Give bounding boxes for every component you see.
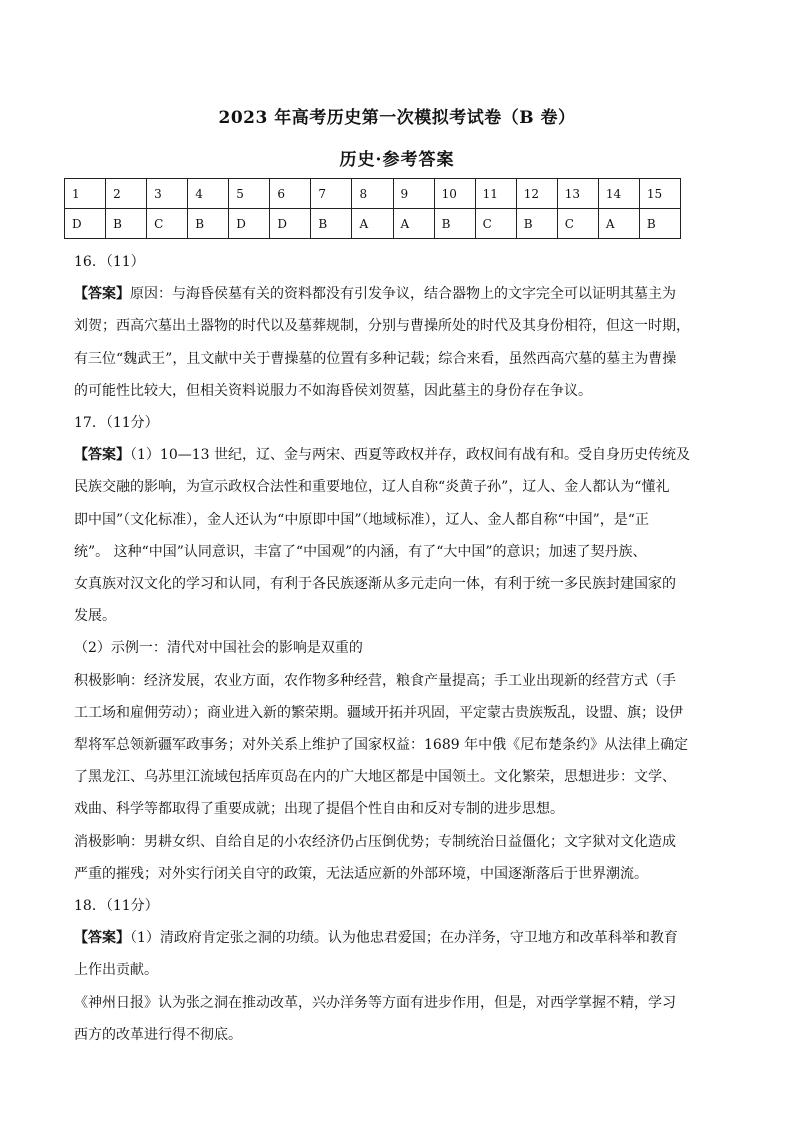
question-16-heading: 16．（11）: [74, 254, 145, 270]
question-number-cell: 6: [270, 179, 311, 209]
question-17-heading: 17．（11分）: [74, 415, 159, 432]
answer-label: 【答案】: [74, 286, 130, 303]
question-17-part2-line: 戏曲、科学等都取得了重要成就；出现了提倡个性自由和反对专制的进步思想。: [74, 801, 564, 818]
answer-cell: C: [147, 209, 188, 239]
question-number-cell: 14: [598, 179, 639, 209]
question-number-cell: 2: [106, 179, 147, 209]
question-18-answer-line: 《神州日报》认为张之洞在推动改革，兴办洋务等方面有进步作用，但是，对西学掌握不精，学习: [74, 994, 676, 1011]
question-17-answer-line: 女真族对汉文化的学习和认同，有利于各民族逐渐从多元走向一体，有利于统一多民族封建国家的: [74, 576, 676, 593]
answer-text: （1）清政府肯定张之洞的功绩。认为他忠君爱国；在办洋务，守卫地方和改革科举和教育: [130, 930, 678, 947]
question-number-cell: 11: [475, 179, 516, 209]
question-17-part2-line: 了黑龙江、乌苏里江流域包括库页岛在内的广大地区都是中国领土。文化繁荣，思想进步：文学、: [74, 769, 676, 786]
document-subtitle: 历史·参考答案: [339, 150, 455, 170]
answer-cell: A: [393, 209, 434, 239]
question-16-answer-line: 刘贺；西高穴墓出土器物的时代以及墓葬规制，分别与曹操所处的时代及其身份相符，但这一时期，: [74, 318, 690, 335]
answer-table-number-row: [65, 179, 681, 209]
question-18-answer-line: 西方的改革进行得不彻底。: [74, 1026, 242, 1043]
question-17-answer-line: 即中国”（文化标准），金人还认为“中原即中国”（地域标准），辽人、金人都自称“中国”，是“正: [74, 511, 649, 528]
question-number-cell: 12: [516, 179, 557, 209]
question-18-answer-line: [74, 922, 710, 954]
question-number-cell: 9: [393, 179, 434, 209]
answer-cell: B: [106, 209, 147, 239]
answer-cell: B: [516, 209, 557, 239]
question-17-part2-line: 犁将军总领新疆军政事务；对外关系上维护了国家权益：1689 年中俄《尼布楚条约》从法律上确定: [74, 737, 689, 754]
question-17-answer-line: 发展。: [74, 608, 116, 625]
question-17-part2-line: （2）示例一：清代对中国社会的影响是双重的: [74, 640, 363, 657]
answer-cell: A: [352, 209, 393, 239]
answer-cell: B: [311, 209, 352, 239]
answer-table: [64, 178, 681, 239]
answer-text: （1）10—13 世纪，辽、金与两宋、西夏等政权并存，政权间有战有和。受自身历史传统及: [130, 447, 690, 464]
answer-text: 原因：与海昏侯墓有关的资料都没有引发争议，结合器物上的文字完全可以证明其墓主为: [130, 286, 676, 303]
question-17-answer-line: 统”。 这种“中国”认同意识，丰富了“中国观”的内涵，有了“大中国”的意识；加速了契丹族、: [74, 543, 647, 560]
question-18-heading: 18．（11分）: [74, 898, 159, 915]
answer-cell: A: [598, 209, 639, 239]
question-number-cell: 1: [65, 179, 106, 209]
question-16-answer-line: 的可能性比较大，但相关资料说服力不如海昏侯刘贺墓，因此墓主的身份存在争议。: [74, 382, 592, 399]
question-number-cell: 15: [639, 179, 680, 209]
question-number-cell: 3: [147, 179, 188, 209]
answer-label: 【答案】: [74, 447, 130, 464]
question-number-cell: 10: [434, 179, 475, 209]
document-title: 2023 年高考历史第一次模拟考试卷（B 卷）: [218, 108, 576, 128]
question-17-answer-line: 民族交融的影响，为宣示政权合法性和重要地位，辽人自称“炎黄子孙”，辽人、金人都认为“懂礼: [74, 479, 670, 496]
question-17-part2-line: 消极影响：男耕女织、自给自足的小农经济仍占压倒优势；专制统治日益僵化；文字狱对文化造成: [74, 833, 676, 850]
question-17-answer-line: [74, 439, 710, 471]
question-number-cell: 8: [352, 179, 393, 209]
question-number-cell: 5: [229, 179, 270, 209]
question-number-cell: 4: [188, 179, 229, 209]
answer-body: [74, 246, 710, 1051]
answer-cell: D: [229, 209, 270, 239]
answer-cell: B: [639, 209, 680, 239]
answer-cell: B: [188, 209, 229, 239]
question-number-cell: 7: [311, 179, 352, 209]
answer-cell: D: [65, 209, 106, 239]
question-17-part2-line: 工工场和雇佣劳动）；商业进入新的繁荣期。疆域开拓并巩固，平定蒙古贵族叛乱，设盟、旗；设伊: [74, 704, 683, 721]
question-number-cell: 13: [557, 179, 598, 209]
question-16-answer-line: [74, 278, 710, 310]
question-18-answer-line: 上作出贡献。: [74, 962, 158, 979]
question-17-part2-line: 积极影响：经济发展，农业方面，农作物多种经营，粮食产量提高；手工业出现新的经营方式（手: [74, 672, 676, 689]
question-16-answer-line: 有三位“魏武王”，且文献中关于曹操墓的位置有多种记载；综合来看，虽然西高穴墓的墓主为曹操: [74, 350, 677, 367]
answer-cell: B: [434, 209, 475, 239]
question-17-part2-line: 严重的摧残；对外实行闭关自守的政策，无法适应新的外部环境，中国逐渐落后于世界潮流。: [74, 865, 648, 882]
answer-table-answer-row: [65, 209, 681, 239]
answer-cell: D: [270, 209, 311, 239]
answer-label: 【答案】: [74, 930, 130, 947]
answer-cell: C: [557, 209, 598, 239]
answer-cell: C: [475, 209, 516, 239]
